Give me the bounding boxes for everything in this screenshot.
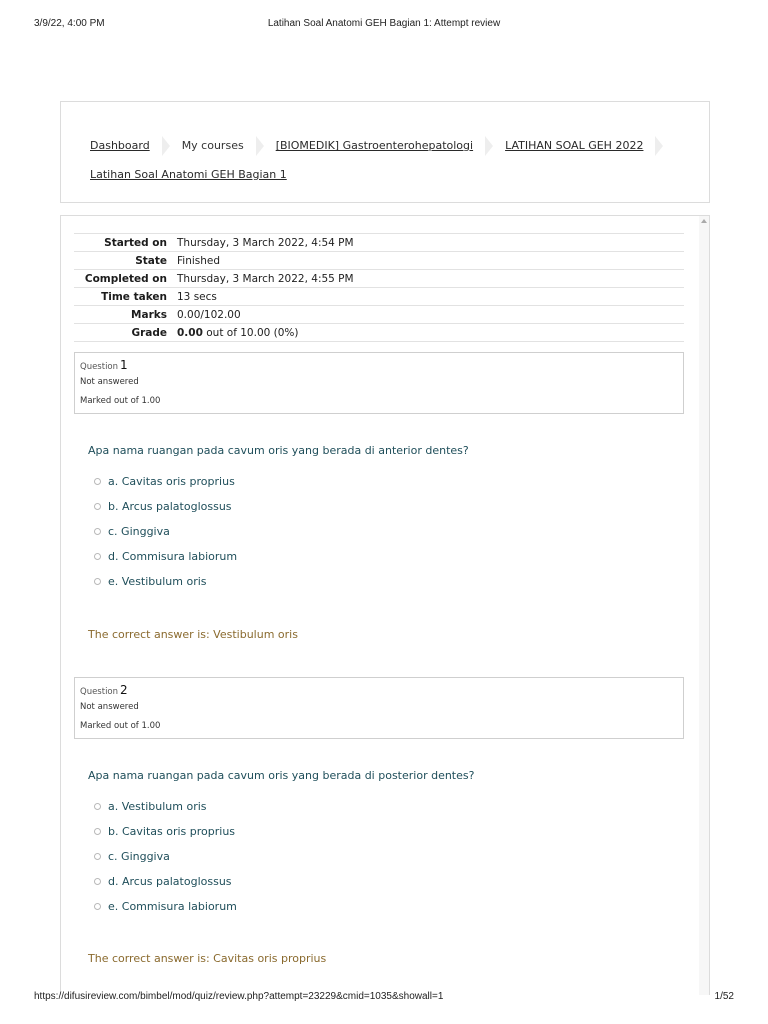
answer-option[interactable]: [94, 794, 237, 819]
answer-option[interactable]: [94, 494, 237, 519]
summary-key: Completed on: [74, 270, 172, 288]
attempt-summary-table: [74, 233, 684, 342]
table-row: [74, 306, 684, 324]
answer-options-2: [94, 794, 237, 919]
radio-icon[interactable]: [94, 878, 101, 885]
radio-icon[interactable]: [94, 503, 101, 510]
table-row: [74, 324, 684, 342]
print-url: https://difusireview.com/bimbel/mod/quiz/review.php?attempt=23229&cmid=1035&showall=1: [34, 991, 444, 1002]
table-row: [74, 234, 684, 252]
summary-key: Marks: [74, 306, 172, 324]
grade-value: 0.00: [177, 326, 203, 339]
print-footer: [0, 991, 768, 1005]
question-text-1: Apa nama ruangan pada cavum oris yang berada di anterior dentes?: [88, 444, 469, 457]
summary-key: State: [74, 252, 172, 270]
question-number: [80, 683, 128, 697]
option-label: a. Cavitas oris proprius: [108, 475, 235, 488]
summary-value: 13 secs: [172, 288, 684, 306]
option-label: d. Commisura labiorum: [108, 550, 238, 563]
table-row: [74, 252, 684, 270]
summary-value: 0.00/102.00: [172, 306, 684, 324]
question-number-value: 1: [120, 358, 128, 372]
radio-icon[interactable]: [94, 853, 101, 860]
correct-answer-feedback-1: The correct answer is: Vestibulum oris: [88, 628, 298, 641]
summary-value: Finished: [172, 252, 684, 270]
print-header: [0, 18, 768, 32]
answer-option[interactable]: [94, 894, 237, 919]
summary-key: Started on: [74, 234, 172, 252]
question-number-value: 2: [120, 683, 128, 697]
option-label: a. Vestibulum oris: [108, 800, 207, 813]
answer-option[interactable]: [94, 869, 237, 894]
summary-value: [172, 324, 684, 342]
quiz-review-panel: [60, 215, 710, 995]
breadcrumb-my-courses: My courses: [181, 139, 244, 152]
breadcrumb-separator: [655, 136, 663, 156]
option-label: c. Ginggiva: [108, 525, 170, 538]
radio-icon[interactable]: [94, 478, 101, 485]
answer-option[interactable]: [94, 569, 237, 594]
question-text-2: Apa nama ruangan pada cavum oris yang berada di posterior dentes?: [88, 769, 475, 782]
answer-option[interactable]: [94, 469, 237, 494]
summary-key: Time taken: [74, 288, 172, 306]
question-label: Question: [80, 362, 119, 372]
summary-value: Thursday, 3 March 2022, 4:55 PM: [172, 270, 684, 288]
option-label: b. Arcus palatoglossus: [108, 500, 232, 513]
print-datetime: 3/9/22, 4:00 PM: [34, 18, 105, 29]
radio-icon[interactable]: [94, 528, 101, 535]
question-label: Question: [80, 687, 119, 697]
question-info-1: [74, 352, 684, 414]
print-page-title: Latihan Soal Anatomi GEH Bagian 1: Attempt review: [267, 18, 501, 29]
radio-icon[interactable]: [94, 903, 101, 910]
radio-icon[interactable]: [94, 553, 101, 560]
scrollbar[interactable]: [699, 216, 709, 995]
question-state: Not answered: [80, 377, 139, 387]
question-mark: Marked out of 1.00: [80, 721, 161, 731]
breadcrumb-separator: [485, 136, 493, 156]
breadcrumb-separator: [162, 136, 170, 156]
breadcrumb: [60, 101, 710, 203]
option-label: c. Ginggiva: [108, 850, 170, 863]
option-label: d. Arcus palatoglossus: [108, 875, 232, 888]
breadcrumb-dashboard[interactable]: Dashboard: [90, 139, 150, 152]
print-page-number: 1/52: [714, 991, 734, 1002]
option-label: e. Commisura labiorum: [108, 900, 237, 913]
answer-option[interactable]: [94, 844, 237, 869]
question-state: Not answered: [80, 702, 139, 712]
answer-option[interactable]: [94, 544, 237, 569]
question-number: [80, 358, 128, 372]
radio-icon[interactable]: [94, 828, 101, 835]
breadcrumb-course[interactable]: [BIOMEDIK] Gastroenterohepatologi: [275, 139, 474, 152]
scroll-up-icon[interactable]: [701, 219, 707, 223]
answer-option[interactable]: [94, 519, 237, 544]
breadcrumb-section[interactable]: LATIHAN SOAL GEH 2022: [505, 139, 644, 152]
option-label: b. Cavitas oris proprius: [108, 825, 236, 838]
answer-options-1: [94, 469, 237, 594]
summary-value: Thursday, 3 March 2022, 4:54 PM: [172, 234, 684, 252]
answer-option[interactable]: [94, 819, 237, 844]
breadcrumb-quiz[interactable]: Latihan Soal Anatomi GEH Bagian 1: [90, 168, 287, 181]
radio-icon[interactable]: [94, 578, 101, 585]
question-info-2: [74, 677, 684, 739]
radio-icon[interactable]: [94, 803, 101, 810]
summary-key: Grade: [74, 324, 172, 342]
correct-answer-feedback-2: The correct answer is: Cavitas oris proprius: [88, 952, 327, 965]
breadcrumb-separator: [256, 136, 264, 156]
grade-rest: out of 10.00 (0%): [202, 326, 299, 339]
option-label: e. Vestibulum oris: [108, 575, 207, 588]
table-row: [74, 288, 684, 306]
question-mark: Marked out of 1.00: [80, 396, 161, 406]
table-row: [74, 270, 684, 288]
